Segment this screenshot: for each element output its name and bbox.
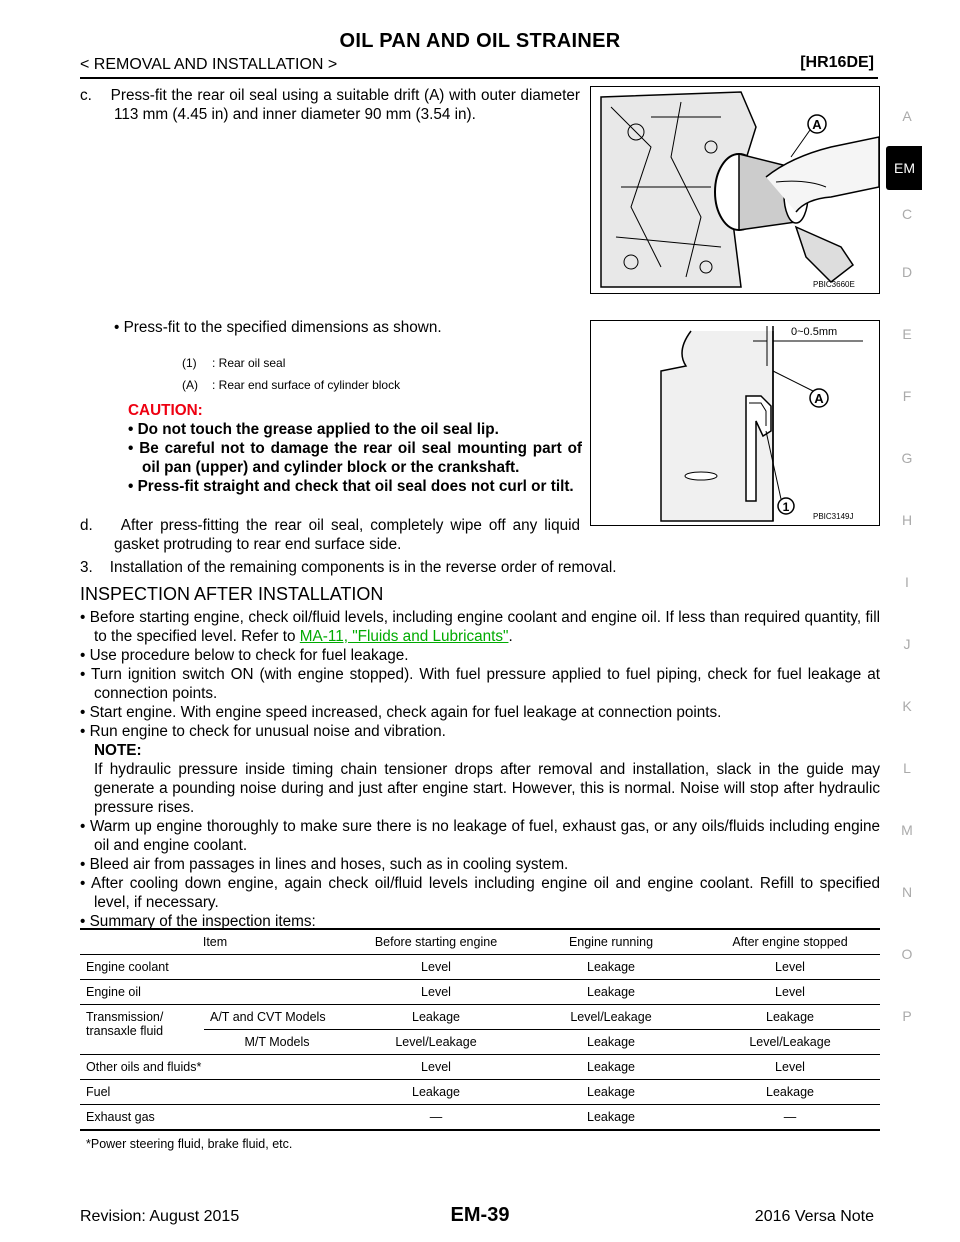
section-index-sidebar (892, 100, 922, 1062)
note-block (80, 741, 880, 817)
inspection-item: • Run engine to check for unusual noise and vibration. (80, 723, 446, 740)
column-header: Before starting engine (350, 929, 522, 955)
legend-row: (A) : Rear end surface of cylinder block (182, 378, 401, 392)
figure-code: PBIC3660E (813, 280, 855, 289)
table-row: Engine oil Level Leakage Level (80, 980, 880, 1005)
sidebar-letter[interactable]: K (902, 698, 912, 714)
figure-legend (182, 352, 400, 396)
inspection-summary-table (80, 928, 880, 1151)
sidebar-letter[interactable]: O (901, 946, 913, 962)
caution-item: • Press-fit straight and check that oil seal does not curl or tilt. (128, 478, 574, 495)
label-a: A (812, 117, 822, 132)
header-rule (80, 77, 878, 79)
sidebar-letter[interactable]: L (903, 760, 911, 776)
note-text: If hydraulic pressure inside timing chain tensioner drops after removal and installation, slack in the guide may generate a pounding noise during and just after engine start. However, this is normal. Noise will stop after hydraulic pressure rises. (94, 761, 880, 816)
sidebar-letter[interactable]: M (901, 822, 913, 838)
column-header: After engine stopped (700, 929, 880, 955)
revision-date: Revision: August 2015 (80, 1208, 240, 1225)
sidebar-letter[interactable]: C (901, 206, 913, 222)
sidebar-letter[interactable]: J (903, 636, 911, 652)
inspection-list (80, 608, 880, 931)
table-footnote: *Power steering fluid, brake fluid, etc. (86, 1137, 293, 1151)
step-3: 3. Installation of the remaining components is in the reverse order of removal. (80, 559, 617, 576)
caution-item: • Be careful not to damage the rear oil seal mounting part of oil pan (upper) and cylinder block or the crankshaft. (128, 440, 583, 476)
sidebar-letter[interactable]: A (902, 108, 912, 124)
legend-row: (1) : Rear oil seal (182, 356, 286, 370)
step-c-bullet: • Press-fit to the specified dimensions as shown. (114, 319, 442, 336)
engine-model: [HR16DE] (800, 54, 874, 71)
figure-rear-oil-seal-drift (590, 86, 880, 294)
step-c (80, 86, 580, 124)
sidebar-letter[interactable]: G (901, 450, 913, 466)
inspection-item: • Use procedure below to check for fuel leakage. (80, 647, 409, 664)
label-a: A (814, 391, 824, 406)
sidebar-letter[interactable]: H (901, 512, 913, 528)
table-row: Fuel Leakage Leakage Leakage (80, 1080, 880, 1105)
inspection-item: • Warm up engine thoroughly to make sure there is no leakage of fuel, exhaust gas, or any oils/fluids including engine oil and engine coolant. (80, 818, 880, 854)
caution-item: • Do not touch the grease applied to the oil seal lip. (128, 421, 499, 438)
ma-11-link[interactable]: MA-11, "Fluids and Lubricants" (299, 628, 509, 645)
bullet-text: Press-fit to the specified dimensions as shown. (123, 319, 442, 336)
sidebar-letter[interactable]: E (902, 326, 912, 342)
step-text: Press-fit the rear oil seal using a suitable drift (A) with outer diameter 113 mm (4.45 in) and inner diameter 90 mm (3.54 in). (110, 87, 581, 123)
table-row: Exhaust gas — Leakage — (80, 1105, 880, 1131)
column-header: Item (80, 929, 350, 955)
page-number: EM-39 (450, 1204, 510, 1226)
inspection-heading: INSPECTION AFTER INSTALLATION (80, 584, 384, 604)
sidebar-letter[interactable]: N (901, 884, 913, 900)
inspection-item: • Before starting engine, check oil/fluid levels, including engine coolant and engine oil. If less than required quantity, fill to the specified level. Refer to MA-11, "Fluids and Lubricants". (80, 609, 880, 645)
sidebar-letter[interactable]: P (902, 1008, 912, 1024)
sidebar-letter-active[interactable]: EM (886, 146, 922, 190)
caution-block (128, 402, 582, 496)
column-header: Engine running (522, 929, 700, 955)
vehicle-model: 2016 Versa Note (754, 1208, 874, 1225)
inspection-item: • Start engine. With engine speed increased, check again for fuel leakage at connection points. (80, 704, 722, 721)
caution-heading: CAUTION: (128, 402, 203, 419)
inspection-item: • After cooling down engine, again check oil/fluid levels including engine oil and engine coolant. Refill to specified level, if necessary. (80, 875, 881, 911)
table-row: Engine coolant Level Leakage Level (80, 955, 880, 980)
inspection-item: • Bleed air from passages in lines and hoses, such as in cooling system. (80, 856, 569, 873)
inspection-item: • Turn ignition switch ON (with engine stopped). With fuel pressure applied to fuel piping, check for fuel leakage at connection points. (80, 666, 880, 702)
note-heading: NOTE: (94, 742, 142, 759)
step-marker: c. (80, 87, 92, 104)
seal-section-illustration (591, 321, 879, 525)
inspection-item: • Summary of the inspection items: (80, 913, 316, 930)
step-d: d. After press-fitting the rear oil seal, completely wipe off any liquid gasket protruding to rear end surface side. (80, 517, 581, 553)
table-row: Other oils and fluids* Level Leakage Level (80, 1055, 880, 1080)
table-row: Transmission/ transaxle fluid A/T and CVT Models Leakage Level/Leakage Leakage (80, 1005, 880, 1030)
figure-code: PBIC3149J (813, 512, 854, 521)
dimension-label: 0~0.5mm (791, 326, 838, 338)
table-header-row (80, 929, 880, 955)
figure-press-fit-dimensions (590, 320, 880, 526)
sidebar-letter[interactable]: D (901, 264, 913, 280)
page-title: OIL PAN AND OIL STRAINER (339, 30, 621, 52)
sidebar-letter[interactable]: F (902, 388, 912, 404)
sidebar-letter[interactable]: I (905, 574, 909, 590)
breadcrumb: < REMOVAL AND INSTALLATION > (80, 56, 338, 73)
engine-drift-illustration (591, 87, 879, 293)
table-row: M/T Models Level/Leakage Leakage Level/Leakage (80, 1030, 880, 1055)
label-1: 1 (782, 500, 790, 514)
